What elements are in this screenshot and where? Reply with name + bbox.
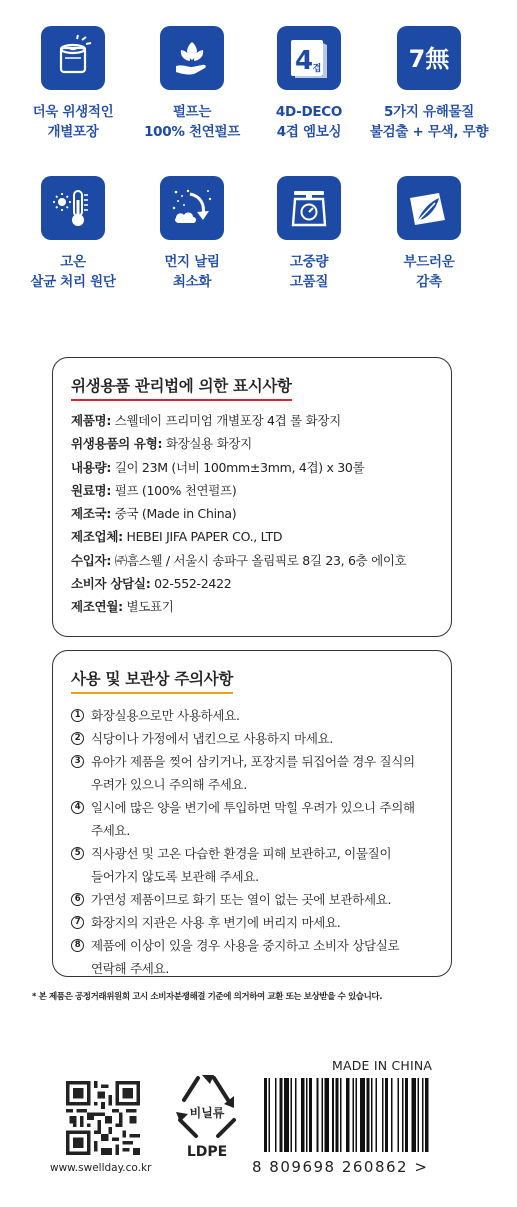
row-value: 별도표기 [122, 599, 174, 615]
barcode [262, 1078, 472, 1152]
feature-low-dust [127, 176, 257, 292]
barcode-bar [352, 1078, 354, 1152]
row-key: 수입자: [71, 552, 112, 568]
labeling-row [71, 595, 433, 618]
caution-item [71, 842, 433, 888]
barcode-bar [280, 1078, 283, 1152]
feature-individual-wrap [8, 26, 138, 142]
row-key: 제품명: [71, 413, 112, 428]
barcode-bar [290, 1078, 292, 1152]
barcode-bar [411, 1078, 416, 1152]
caution-item [71, 796, 433, 842]
feature-label: 부드러운 감촉 [403, 254, 455, 290]
row-value: 02-552-2422 [150, 576, 232, 592]
labeling-row [71, 549, 433, 572]
row-key: 제조연월: [71, 599, 123, 615]
row-key: 원료명: [71, 482, 112, 498]
row-key: 내용량: [71, 459, 112, 475]
barcode-bar [264, 1078, 267, 1152]
barcode-bar [284, 1078, 289, 1152]
barcode-number: 8 809698 260862 > [252, 1158, 429, 1176]
seven-free-text: 7無 [408, 45, 450, 73]
row-value: 펄프 (100% 천연펄프) [111, 482, 237, 498]
item-text: 일시에 많은 양을 변기에 투입하면 막힐 우려가 있으니 주의해 주세요. [91, 800, 415, 838]
barcode-bar [360, 1078, 365, 1152]
row-key: 제조국: [71, 506, 112, 522]
barcode-bar [332, 1078, 334, 1152]
feature-4ply-emboss [244, 26, 374, 142]
seven-free-icon [397, 26, 461, 90]
feature-label: 더욱 위생적인 개별포장 [32, 104, 114, 140]
barcode-bar [417, 1078, 419, 1152]
labeling-row [71, 502, 433, 525]
barcode-bar [422, 1078, 424, 1152]
feature-natural-pulp [127, 26, 257, 142]
barcode-bar [397, 1078, 399, 1152]
barcode-bar [317, 1078, 319, 1152]
item-number: 3 [71, 755, 84, 768]
item-number: 2 [71, 732, 84, 745]
barcode-bar [376, 1078, 378, 1152]
caution-item [71, 934, 433, 980]
item-text: 식당이나 가정에서 냅킨으로 사용하지 마세요. [91, 731, 334, 746]
item-number: 1 [71, 709, 84, 722]
caution-list [71, 704, 433, 980]
caution-item [71, 704, 433, 727]
item-number: 7 [71, 916, 84, 929]
barcode-bar [275, 1078, 277, 1152]
barcode-bar [324, 1078, 329, 1152]
feature-label: 먼지 날림 최소화 [164, 254, 220, 290]
barcode-bar [382, 1078, 384, 1152]
item-text: 제품에 이상이 있을 경우 사용을 중지하고 소비자 상담실로 연락해 주세요. [91, 938, 400, 976]
feature-soft-touch [364, 176, 494, 292]
barcode-bar [340, 1078, 342, 1152]
feature-toxin-free [364, 26, 494, 142]
labeling-rows [71, 409, 433, 619]
labeling-row [71, 525, 433, 548]
feature-label: 고중량 고품질 [289, 254, 329, 290]
item-number: 8 [71, 939, 84, 952]
barcode-bar [391, 1078, 393, 1152]
barcode-bar [425, 1078, 428, 1152]
labeling-row [71, 432, 433, 455]
barcode-bar [346, 1078, 349, 1152]
barcode-bar [269, 1078, 271, 1152]
four-ply-unit: 겹 [312, 64, 322, 74]
feather-icon [397, 176, 461, 240]
four-ply-number: 4 [294, 46, 314, 76]
item-number: 6 [71, 893, 84, 906]
feature-label: 펄프는 100% 천연펄프 [144, 104, 240, 140]
scale-icon [277, 176, 341, 240]
barcode-bar [405, 1078, 408, 1152]
barcode-bar [306, 1078, 308, 1152]
barcode-bar [321, 1078, 323, 1152]
barcode-bar [335, 1078, 338, 1152]
row-value: ㈜흠스웰 / 서울시 송파구 올림픽로 8길 23, 6층 에이호 [111, 552, 407, 568]
barcode-bar [301, 1078, 304, 1152]
caution-item [71, 911, 433, 934]
four-ply-icon [277, 26, 341, 90]
recycle-material-label: 비닐류 [189, 1106, 225, 1120]
row-key: 제조업체: [71, 529, 123, 545]
caution-item [71, 888, 433, 911]
qr-code[interactable] [66, 1081, 140, 1155]
row-key: 소비자 상담실: [71, 576, 151, 592]
row-value: 화장실용 화장지 [162, 436, 252, 452]
barcode-bar [402, 1078, 404, 1152]
barcode-bar [295, 1078, 297, 1152]
item-number: 4 [71, 801, 84, 814]
item-number: 5 [71, 847, 84, 860]
caution-item [71, 750, 433, 796]
labeling-row [71, 409, 433, 432]
compensation-notice: * 본 제품은 공정거래위원회 고시 소비자분쟁해결 기준에 의거하여 교환 또는 보상받을 수 있습니다. [32, 992, 383, 1002]
made-in-label: MADE IN CHINA [332, 1058, 433, 1073]
row-value: 중국 (Made in China) [111, 506, 237, 522]
recycle-mark-icon [166, 1070, 248, 1162]
thermometer-icon [41, 176, 105, 240]
dust-arrow-icon [160, 176, 224, 240]
row-value: HEBEI JIFA PAPER CO., LTD [122, 529, 283, 545]
website-url[interactable]: www.swellday.co.kr [50, 1162, 152, 1174]
item-text: 직사광선 및 고온 다습한 환경을 피해 보관하고, 이물질이 들어가지 않도록 보관해 주세요. [91, 846, 392, 884]
item-text: 가연성 제품이므로 화기 또는 열이 없는 곳에 보관하세요. [91, 892, 392, 907]
caution-box [52, 650, 452, 977]
barcode-bar [371, 1078, 373, 1152]
row-value: 길이 23M (너비 100mm±3mm, 4겹) x 30롤 [111, 459, 365, 475]
wrapped-roll-icon [41, 26, 105, 90]
barcode-bar [355, 1078, 357, 1152]
barcode-bar [385, 1078, 388, 1152]
labeling-title: 위생용품 관리법에 의한 표시사항 [71, 374, 292, 401]
recycle-code-label: LDPE [186, 1144, 228, 1160]
item-text: 화장지의 지관은 사용 후 변기에 버리지 마세요. [91, 915, 341, 930]
row-key: 위생용품의 유형: [71, 436, 163, 452]
feature-sterilized [8, 176, 138, 292]
item-text: 유아가 제품을 찢어 삼키거나, 포장지를 뒤집어쓸 경우 질식의 우려가 있으니 주의해 주세요. [91, 754, 415, 792]
hand-leaf-icon [160, 26, 224, 90]
feature-label: 고온 살균 처리 원단 [30, 254, 116, 290]
barcode-bar [366, 1078, 369, 1152]
labeling-row [71, 456, 433, 479]
row-value: 스웰데이 프리미엄 개별포장 4겹 롤 화장지 [111, 413, 341, 428]
labeling-row [71, 479, 433, 502]
labeling-row [71, 572, 433, 595]
feature-heavyweight [244, 176, 374, 292]
labeling-box [52, 357, 452, 637]
item-text: 화장실용으로만 사용하세요. [91, 708, 240, 723]
feature-label: 4D-DECO 4겹 엠보싱 [275, 104, 343, 140]
caution-item [71, 727, 433, 750]
caution-title: 사용 및 보관상 주의사항 [71, 667, 233, 694]
feature-label: 5가지 유해물질 불검출 + 무색, 무향 [369, 104, 489, 140]
barcode-bar [309, 1078, 312, 1152]
